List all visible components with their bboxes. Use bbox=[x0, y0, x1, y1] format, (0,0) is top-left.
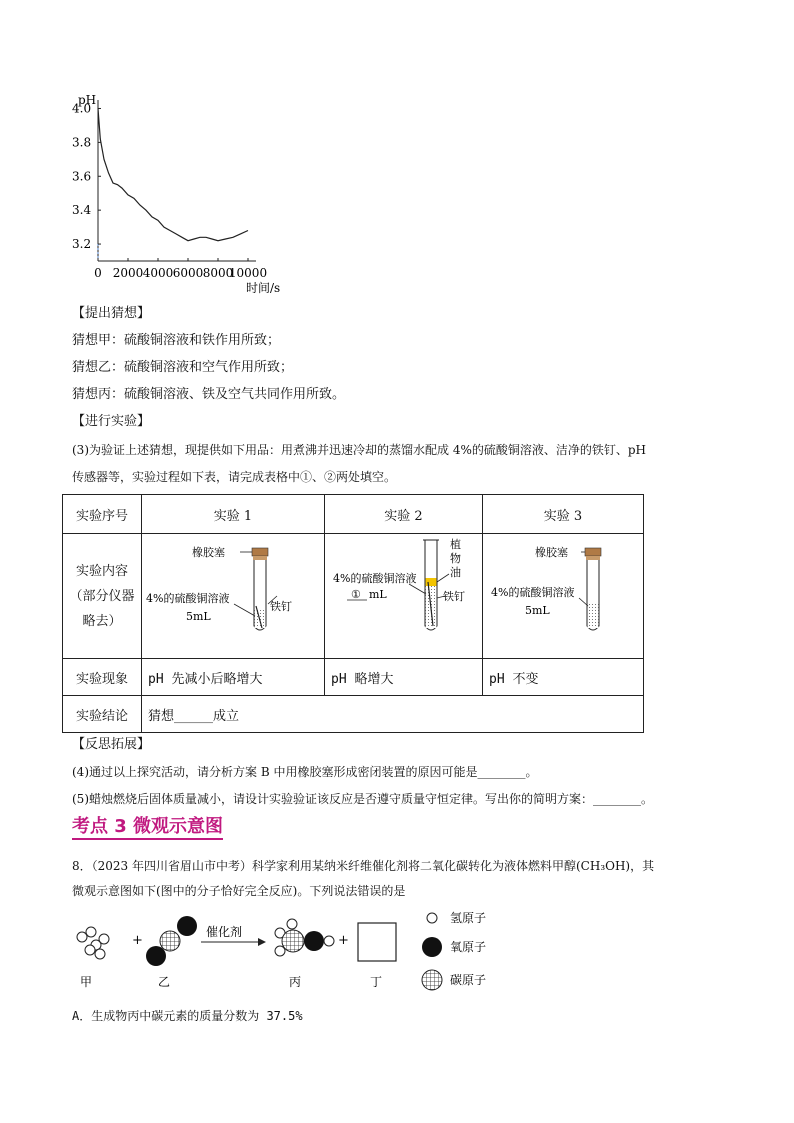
plus-sign-1: + bbox=[132, 933, 143, 948]
exp3-apparatus bbox=[483, 534, 643, 654]
exp1-apparatus bbox=[142, 534, 324, 654]
exp2-blank-marker: ① bbox=[351, 588, 361, 601]
question-8-line-2: 微观示意图如下(图中的分子恰好完全反应)。下列说法错误的是 bbox=[72, 884, 406, 898]
legend-hydrogen-icon bbox=[427, 913, 437, 923]
guess-c: 猜想丙：硫酸铜溶液、铁及空气共同作用所致。 bbox=[72, 387, 346, 402]
exp2-solution-label: 4%的硫酸铜溶液 bbox=[333, 572, 417, 585]
x-tick-label: 4000 bbox=[142, 266, 174, 280]
phenomenon-exp3: pH 不变 bbox=[483, 659, 644, 696]
experiment-table bbox=[62, 494, 644, 733]
question-4: (4)通过以上探究活动，请分析方案 B 中用橡胶塞形成密闭装置的原因可能是________。 bbox=[72, 765, 538, 779]
legend-carbon-label: 碳原子 bbox=[450, 973, 487, 987]
section-reflect-heading: 【反思拓展】 bbox=[72, 737, 151, 752]
exp1-volume-label: 5mL bbox=[186, 610, 211, 623]
guess-a: 猜想甲：硫酸铜溶液和铁作用所致； bbox=[72, 333, 281, 348]
table-row-conclusion bbox=[63, 696, 644, 733]
header-cell-exp2: 实验 2 bbox=[325, 495, 483, 534]
exp3-diagram-cell bbox=[483, 534, 644, 659]
section-heading-micro-diagram: 考点 3 微观示意图 bbox=[72, 816, 223, 840]
question-8-line-1: 8．（2023 年四川省眉山市中考）科学家利用某纳米纤维催化剂将二氧化碳转化为液体燃料甲醇(CH₃OH)，其 bbox=[72, 859, 655, 873]
reactant-a-hydrogen bbox=[77, 927, 109, 959]
phenomenon-label: 实验现象 bbox=[63, 659, 142, 696]
legend-oxygen-label: 氧原子 bbox=[450, 940, 487, 954]
table-row-phenomenon bbox=[63, 659, 644, 696]
header-cell-no: 实验序号 bbox=[63, 495, 142, 534]
x-tick-label: 0 bbox=[94, 266, 102, 280]
conclusion-label: 实验结论 bbox=[63, 696, 142, 733]
ph-line-chart bbox=[60, 88, 290, 298]
exp2-unit-label: mL bbox=[369, 588, 387, 601]
section-experiment-heading: 【进行实验】 bbox=[72, 414, 151, 429]
question-3-line-2: 传感器等，实验过程如下表，请完成表格中①、②两处填空。 bbox=[72, 470, 397, 484]
exp1-diagram-cell bbox=[142, 534, 325, 659]
label-jia: 甲 bbox=[80, 975, 93, 989]
content-label-cell bbox=[63, 534, 142, 659]
chart-ticks bbox=[72, 101, 267, 280]
product-c-methanol bbox=[275, 919, 334, 956]
exp3-stopper-label: 橡胶塞 bbox=[535, 546, 568, 559]
x-tick-label: 2000 bbox=[112, 266, 144, 280]
exp2-apparatus bbox=[325, 534, 482, 654]
plus-sign-2: + bbox=[338, 933, 349, 948]
option-a: A．生成物丙中碳元素的质量分数为 37.5% bbox=[72, 1009, 303, 1023]
y-tick-label: 3.2 bbox=[72, 237, 92, 252]
y-tick-label: 4.0 bbox=[72, 101, 92, 116]
ph-series-line bbox=[98, 109, 248, 241]
exp2-oil-label-3: 油 bbox=[450, 566, 461, 579]
product-d-box bbox=[358, 923, 396, 961]
exp2-nail-label: 铁钉 bbox=[443, 590, 465, 603]
exp3-solution-label: 4%的硫酸铜溶液 bbox=[491, 586, 575, 599]
table-row-content bbox=[63, 534, 644, 659]
question-5: (5)蜡烛燃烧后固体质量减小，请设计实验验证该反应是否遵守质量守恒定律。写出你的简明方案：________。 bbox=[72, 792, 654, 806]
phenomenon-exp2: pH 略增大 bbox=[325, 659, 483, 696]
x-tick-label: 10000 bbox=[228, 266, 268, 280]
y-tick-label: 3.4 bbox=[72, 203, 92, 218]
exp2-diagram-cell bbox=[325, 534, 483, 659]
header-cell-exp3: 实验 3 bbox=[483, 495, 644, 534]
micro-reaction-diagram bbox=[70, 905, 510, 1000]
label-ding: 丁 bbox=[370, 975, 383, 989]
content-label: 实验内容（部分仪器略去） bbox=[69, 563, 135, 629]
exp1-solution-label: 4%的硫酸铜溶液 bbox=[146, 592, 230, 605]
phenomenon-exp1: pH 先减小后略增大 bbox=[142, 659, 325, 696]
table-header-row bbox=[63, 495, 644, 534]
y-axis-label: pH bbox=[78, 93, 97, 107]
x-axis-label: 时间/s bbox=[246, 281, 281, 295]
guess-b: 猜想乙：硫酸铜溶液和空气作用所致； bbox=[72, 360, 294, 375]
legend-oxygen-icon bbox=[422, 937, 442, 957]
label-yi: 乙 bbox=[158, 975, 171, 989]
y-tick-label: 3.8 bbox=[72, 135, 92, 150]
legend-carbon-icon bbox=[422, 970, 442, 990]
y-tick-label: 3.6 bbox=[72, 169, 92, 184]
label-bing: 丙 bbox=[289, 975, 302, 989]
section-guess-heading: 【提出猜想】 bbox=[72, 306, 151, 321]
reactant-b-co2 bbox=[146, 916, 197, 966]
x-tick-label: 6000 bbox=[172, 266, 204, 280]
exp2-oil-label-2: 物 bbox=[450, 552, 461, 565]
legend-hydrogen-label: 氢原子 bbox=[450, 911, 487, 925]
exp2-oil-label-1: 植 bbox=[450, 538, 461, 551]
x-tick-label: 8000 bbox=[202, 266, 234, 280]
exp1-stopper-label: 橡胶塞 bbox=[192, 546, 225, 559]
conclusion-cell: 猜想______成立 bbox=[142, 696, 644, 733]
exp3-volume-label: 5mL bbox=[525, 604, 550, 617]
reaction-arrow bbox=[201, 938, 266, 946]
question-3-line-1: (3)为验证上述猜想，现提供如下用品：用煮沸并迅速冷却的蒸馏水配成 4%的硫酸铜溶液、洁净的铁钉、pH bbox=[72, 443, 646, 457]
catalyst-label: 催化剂 bbox=[206, 925, 243, 939]
header-cell-exp1: 实验 1 bbox=[142, 495, 325, 534]
exp1-nail-label: 铁钉 bbox=[270, 600, 292, 613]
